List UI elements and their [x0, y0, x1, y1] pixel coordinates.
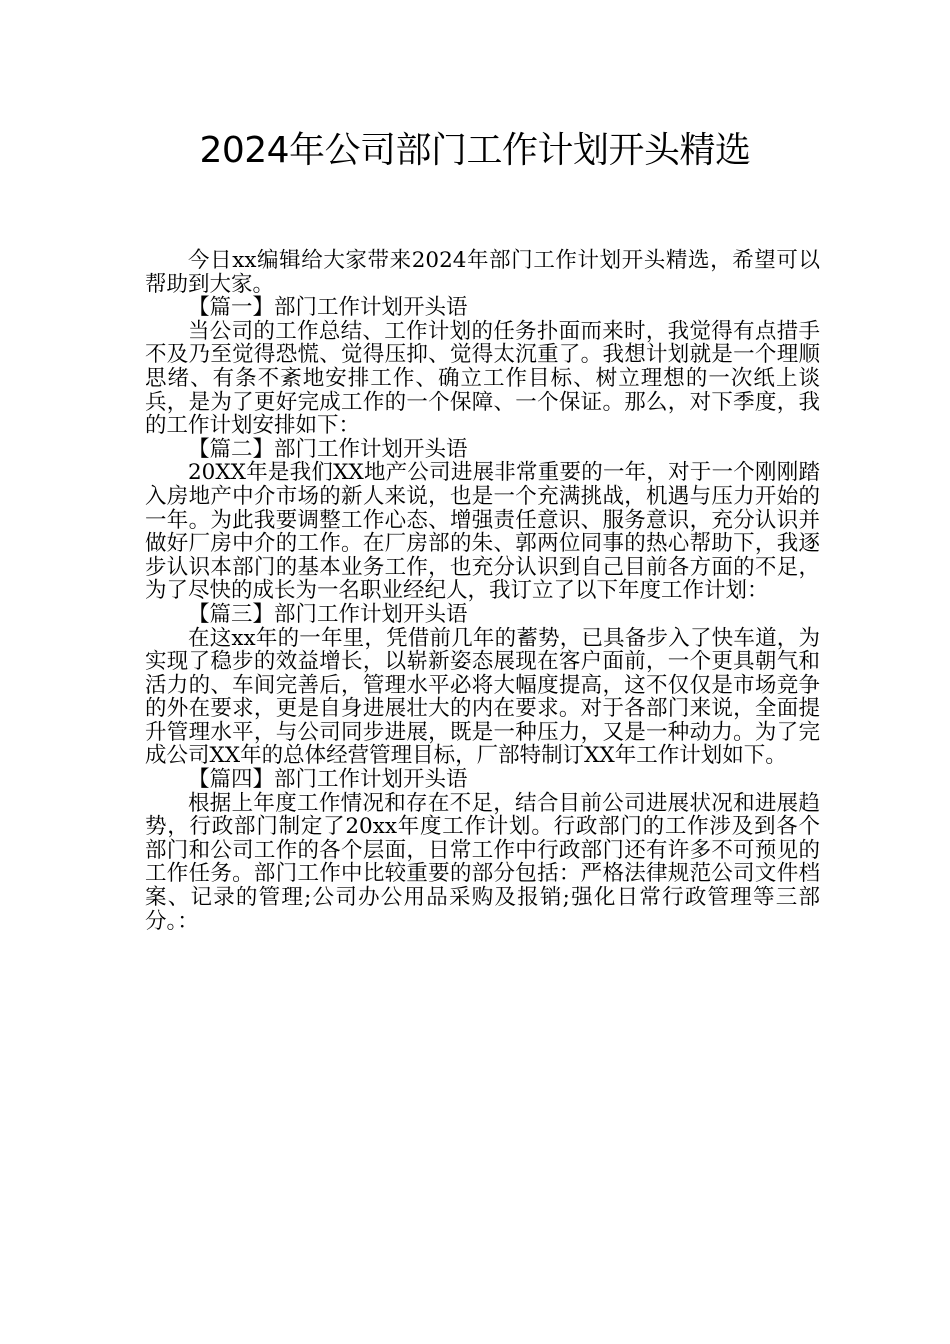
section-heading-3: 【篇三】部门工作计划开头语 — [188, 601, 468, 627]
section-paragraph-3: 在这xx年的一年里，凭借前几年的蓄势，已具备步入了快车道，为实现了稳步的效益增长，以崭新姿态展现在客户面前，一个更具朝气和活力的、车间完善后，管理水平必将大幅度提高，这不仅仅是市场竞争的外在要求，更是自身进展壮大的内在要求。对于各部门来说，全面提升管理水平，与公司同步进展，既是一种压力，又是一种动力。为了完成公司XX年的总体经营管理目标，厂部特制订XX年工作计划如下。 — [145, 625, 820, 769]
intro-paragraph: 今日xx编辑给大家带来2024年部门工作计划开头精选，希望可以帮助到大家。 — [145, 248, 820, 297]
section-paragraph-2: 20XX年是我们XX地产公司进展非常重要的一年，对于一个刚刚踏入房地产中介市场的新人来说，也是一个充满挑战，机遇与压力开始的一年。为此我要调整工作心态、增强责任意识、服务意识，充分认识并做好厂房中介的工作。在厂房部的朱、郭两位同事的热心帮助下，我逐步认识本部门的基本业务工作，也充分认识到自己目前各方面的不足，为了尽快的成长为一名职业经纪人，我订立了以下年度工作计划： — [145, 460, 820, 604]
section-paragraph-1: 当公司的工作总结、工作计划的任务扑面而来时，我觉得有点措手不及乃至觉得恐慌、觉得压抑、觉得太沉重了。我想计划就是一个理顺思绪、有条不紊地安排工作、确立工作目标、树立理想的一次纸上谈兵，是为了更好完成工作的一个保障、一个保证。那么，对下季度，我的工作计划安排如下： — [145, 318, 820, 439]
section-paragraph-4: 根据上年度工作情况和存在不足，结合目前公司进展状况和进展趋势，行政部门制定了20xx年度工作计划。行政部门的工作涉及到各个部门和公司工作的各个层面，日常工作中行政部门还有许多不可预见的工作任务。部门工作中比较重要的部分包括：严格法律规范公司文件档案、记录的管理;公司办公用品采购及报销;强化日常行政管理等三部分。： — [145, 790, 820, 934]
section-heading-1: 【篇一】部门工作计划开头语 — [188, 295, 468, 321]
section-heading-4: 【篇四】部门工作计划开头语 — [188, 767, 468, 793]
document-title: 2024年公司部门工作计划开头精选 — [199, 130, 751, 171]
section-heading-2: 【篇二】部门工作计划开头语 — [188, 436, 468, 462]
document-body — [145, 249, 820, 933]
